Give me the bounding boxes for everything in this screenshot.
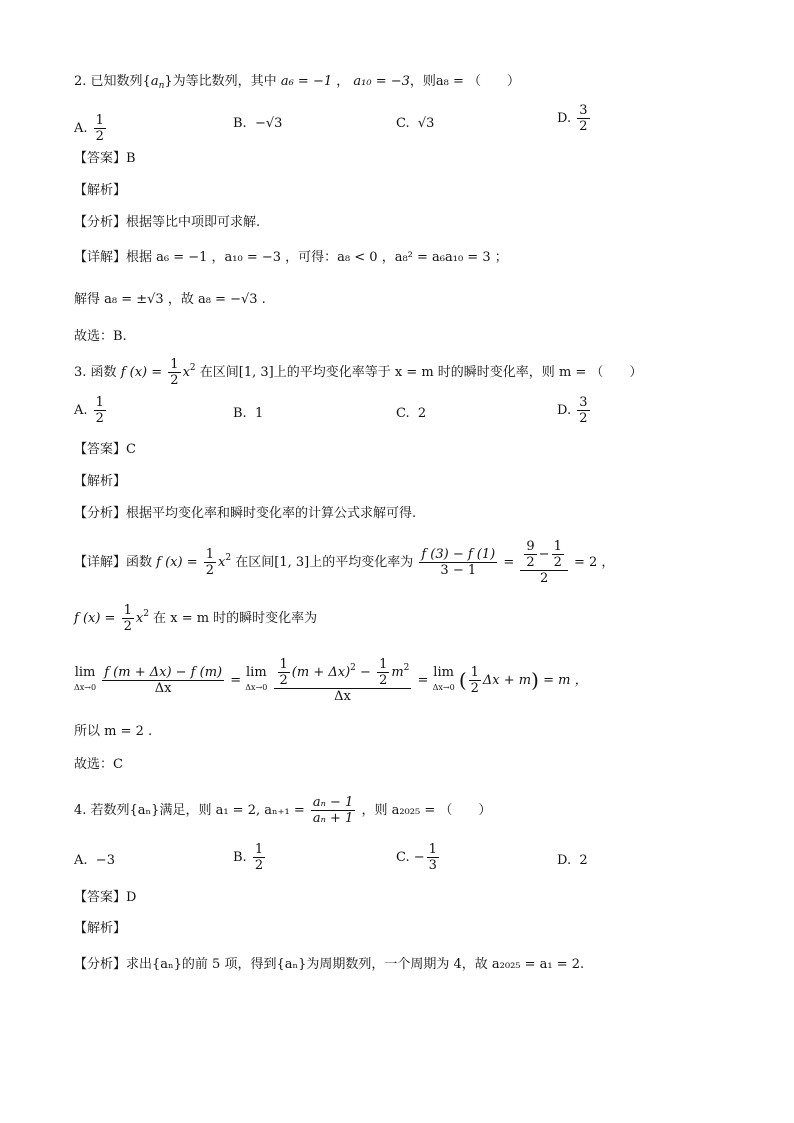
q2-cond1: a₆ = −1 [280, 74, 333, 89]
q3-detail-a: 【详解】函数 [74, 555, 153, 570]
q3-opt-c-label: C. [396, 406, 410, 421]
q2-opt-d-label: D. [557, 111, 572, 126]
q2-opt-a-num: 1 [95, 113, 104, 128]
q3-avg-num: f (3) − f (1) [421, 547, 496, 562]
q3-lim-result: = m ， [543, 673, 588, 688]
q2-opt-b-value: −√3 [254, 116, 283, 131]
q2-stem-mid2: ，则 [409, 74, 436, 89]
q3-option-d [557, 395, 592, 426]
q2-option-a [74, 113, 108, 144]
q3-opt-c-value: 2 [417, 406, 427, 421]
q2-detail: 【详解】根据 a₆ = −1 ，a₁₀ = −3 ，可得：a₈ < 0 ，a₈² = a₆a₁₀ = 3 ； [74, 250, 508, 265]
q4-opt-c-label: C. [396, 850, 410, 865]
q2-stem: 2. 已知数列$\{a_n\}$为等比数列，其中 a₆ = −1 ， a₁₀ = −3，则a₈ = （ ） [74, 74, 521, 91]
q4-rec-num: aₙ − 1 [312, 795, 354, 810]
q3-stem: 3. 函数 f (x) = $\frac{1}{2}$ $x^2$ 在区间[1, 3]上的平均变化率等于 x = m 时的瞬时变化率，则 m = （ ） [74, 357, 643, 388]
q3-lim-num2b: m [391, 665, 404, 680]
q4-opt-c-num: 1 [428, 842, 437, 857]
q3-detail: 【详解】函数 f (x) = $\frac{1}{2}$ $x^2$ 在区间[1, 3]上的平均变化率为 $\frac{f (3) - f (1)}{3 - 1}$ = $\frac{9}{2}$ − $\frac{1}{2}$ 2 = 2 ， [74, 539, 615, 586]
q2-stem-mid1: 为等比数列，其中 [172, 74, 277, 89]
q3-opt-d-num: 3 [579, 395, 588, 410]
q2-choose: 故选：B. [74, 329, 127, 344]
q3-lim-num1: f (m + Δx) − f (m) [104, 665, 223, 680]
q2-option-b [233, 114, 282, 134]
q3-lim-last: Δx + m [482, 673, 532, 688]
q2-cond2: a₁₀ = −3 [353, 74, 410, 89]
q4-stem-a: 4. 若数列{aₙ}满足，则 a₁ = 2, aₙ₊₁ = [74, 803, 305, 818]
q4-opt-b-label: B. [233, 850, 247, 865]
q3-limit-equation: lim Δx→0 $\frac{f (m + \Delta x) - f (m)}{\Delta x}$ = lim Δx→0 $\frac{1}{2}$ $(m + \Delta x)^2$ − $\frac{1}{2}$ $m^2$ Δx = lim Δx→0 ( $\frac{1}{2}$ Δx + m) = m ， [74, 657, 588, 704]
q3-compound-fraction: $\frac{9}{2}$ − $\frac{1}{2}$ 2 [520, 539, 567, 586]
q3-lim-2: lim Δx→0 [245, 665, 268, 692]
q4-rec-den: aₙ + 1 [312, 811, 354, 826]
q4-opt-c-sign: − [413, 850, 425, 865]
q2-opt-a-fraction [94, 113, 106, 144]
q3-opt-d-label: D. [557, 403, 572, 418]
q3-so: 所以 m = 2 . [74, 724, 153, 739]
q4-opt-a-label: A. [74, 853, 88, 868]
q2-opt-c-label: C. [396, 116, 410, 131]
q4-opt-a-value: −3 [95, 853, 115, 868]
q3-option-b [233, 404, 263, 424]
q3-opt-a-label: A. [74, 403, 88, 418]
q4-option-a [74, 851, 115, 871]
q3-opt-b-value: 1 [254, 406, 264, 421]
q3-lim-den1: Δx [154, 681, 172, 696]
q4-opt-b-num: 1 [254, 842, 264, 857]
q2-opt-d-num: 3 [579, 103, 588, 118]
q4-opt-d-value: 2 [579, 853, 588, 868]
q3-nine: 9 [526, 539, 535, 554]
q3-stem-b: 在区间[1, 3]上的平均变化率等于 x = m 时的瞬时变化率，则 m = （ ） [199, 365, 643, 380]
q4-opt-b-den: 2 [254, 858, 264, 873]
q2-option-d [557, 103, 592, 134]
q3-opt-d-fraction [577, 395, 589, 426]
q4-opt-d-label: D. [557, 853, 572, 868]
q3-lim-fraction-2: $\frac{1}{2}$ $(m + \Delta x)^2$ − $\frac{1}{2}$ $m^2$ Δx [274, 657, 412, 704]
q2-opt-c-value: √3 [417, 116, 435, 131]
q2-stem-end: a₈ = （ ） [435, 74, 521, 89]
q3-eq-two: = 2 ， [574, 555, 615, 570]
q4-fenxi: 【分析】求出{aₙ}的前 5 项，得到{aₙ}为周期数列，一个周期为 4，故 a₂₀₂₅ = a₁ = 2. [74, 957, 585, 972]
q3-two-a: 2 [526, 555, 535, 570]
q4-option-d [557, 851, 588, 871]
q4-stem-b: ，则 a₂₀₂₅ = （ ） [361, 803, 492, 818]
q3-option-a [74, 395, 108, 426]
q3-lim-den2: Δx [334, 689, 351, 704]
q3-detail-b: 在区间[1, 3]上的平均变化率为 [235, 555, 414, 570]
q3-opt-b-label: B. [233, 406, 247, 421]
q3-option-c [396, 404, 426, 424]
q3-lim-num2a: (m + Δx) [291, 665, 351, 680]
q3-lim-1: lim Δx→0 [74, 665, 97, 692]
q3-lim-fraction-1 [102, 665, 224, 696]
q2-fenxi: 【分析】根据等比中项即可求解. [74, 215, 261, 230]
q3-two-b: 2 [553, 555, 562, 570]
q3-lim-3: lim Δx→0 [432, 665, 455, 692]
q3-inst: f (x) = $\frac{1}{2}$ $x^2$ 在 x = m 时的瞬时变化率为 [74, 603, 318, 634]
q3-avg-fraction [419, 547, 497, 578]
q4-jiexi: 【解析】 [74, 921, 127, 936]
q2-jiexi: 【解析】 [74, 183, 127, 198]
q2-opt-d-den: 2 [579, 119, 588, 134]
q3-jiexi: 【解析】 [74, 474, 127, 489]
q3-choose: 故选：C [74, 757, 123, 772]
q3-opt-a-num: 1 [95, 395, 104, 410]
q2-opt-d-fraction [577, 103, 589, 134]
q4-recurrence-fraction [311, 795, 355, 826]
q2-answer: 【答案】B [74, 151, 136, 166]
q3-opt-a-fraction [94, 395, 106, 426]
q4-option-c [396, 842, 441, 873]
q3-opt-a-den: 2 [95, 411, 104, 426]
q4-opt-c-fraction [427, 842, 439, 873]
q3-half-fraction: $\frac{1}{2}$ [170, 357, 179, 388]
q3-two-c: 2 [539, 571, 549, 586]
q4-answer: 【答案】D [74, 890, 137, 905]
q2-option-c [396, 114, 434, 134]
q3-fenxi: 【分析】根据平均变化率和瞬时变化率的计算公式求解可得. [74, 506, 417, 521]
q3-one: 1 [553, 539, 562, 554]
q3-fx: f (x) = [120, 365, 163, 380]
q2-solve: 解得 a₈ = ±√3 ，故 a₈ = −√3 . [74, 292, 266, 307]
q2-opt-a-label: A. [74, 121, 88, 136]
q2-opt-a-den: 2 [95, 129, 104, 144]
q3-answer: 【答案】C [74, 442, 136, 457]
q3-inst-b: 在 x = m 时的瞬时变化率为 [153, 611, 318, 626]
q2-opt-b-label: B. [233, 116, 247, 131]
q2-stem-prefix: 2. 已知数列 [74, 74, 143, 89]
q4-stem [74, 791, 491, 831]
q3-avg-den: 3 − 1 [440, 563, 477, 578]
q3-stem-a: 3. 函数 [74, 365, 117, 380]
q3-opt-d-den: 2 [579, 411, 588, 426]
q4-opt-b-fraction [253, 842, 265, 873]
q4-opt-c-den: 3 [428, 858, 437, 873]
q4-option-b [233, 842, 267, 873]
